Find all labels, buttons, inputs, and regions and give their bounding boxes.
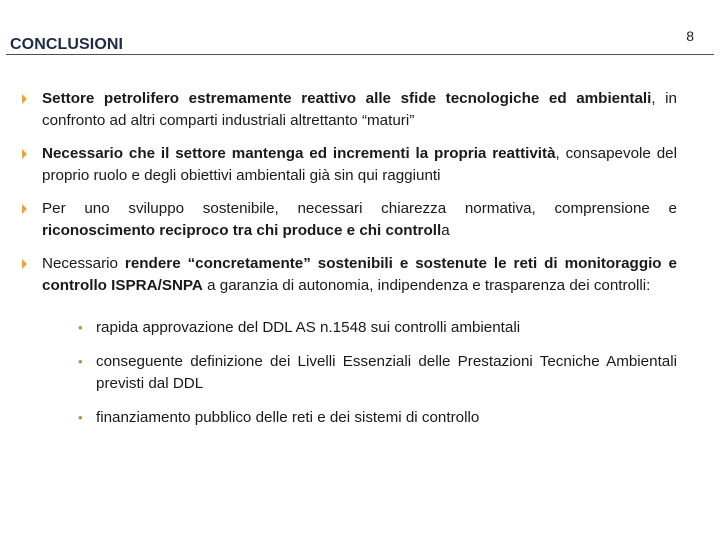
sub-bullet-list [42,317,677,429]
sub-bullet-3-text: finanziamento pubblico delle reti e dei sistemi di controllo [96,409,480,426]
arrow-bullet-icon [22,204,27,214]
bullet-item-1 [22,88,677,132]
bullet-4-pre: Necessario [42,255,125,272]
dot-bullet-icon: • [78,354,83,369]
sub-bullet-item-3 [76,407,677,429]
bullet-1-text: , in confronto ad altri comparti industriali altrettanto “maturi” [42,90,677,129]
bullet-2-text: , consapevole del proprio ruolo e degli obiettivi ambientali già sin qui raggiunti [42,145,677,184]
bullet-item-4 [22,253,677,429]
dot-bullet-icon: • [78,320,83,335]
bullet-1-bold: Settore petrolifero estremamente reattivo alle sfide tecnologiche ed ambientali [42,90,652,107]
arrow-bullet-icon [22,149,27,159]
bullet-4-bold: rendere “concretamente” sostenibili e sostenute le reti di monitoraggio e controllo ISPRA/SNPA [42,255,677,294]
content-body [22,88,677,441]
sub-bullet-2-text: conseguente definizione dei Livelli Essenziali delle Prestazioni Tecniche Ambientali previsti dal DDL [96,353,677,392]
title-divider [6,54,714,55]
arrow-bullet-icon [22,259,27,269]
dot-bullet-icon: • [78,410,83,425]
bullet-item-2 [22,143,677,187]
bullet-item-3 [22,198,677,242]
page-number: 8 [686,28,694,44]
bullet-3-text: a [441,222,450,239]
sub-bullet-item-1 [76,317,677,339]
bullet-3-bold: riconoscimento reciproco tra chi produce e chi controll [42,222,442,239]
bullet-3-pre: Per uno sviluppo sostenibile, necessari chiarezza normativa, comprensione e [42,200,677,217]
page-title: CONCLUSIONI [10,36,124,53]
bullet-4-text: a garanzia di autonomia, indipendenza e trasparenza dei controlli: [202,277,651,294]
sub-bullet-item-2 [76,351,677,395]
bullet-2-bold: Necessario che il settore mantenga ed incrementi la propria reattività [42,145,556,162]
sub-bullet-1-text: rapida approvazione del DDL AS n.1548 sui controlli ambientali [96,319,521,336]
arrow-bullet-icon [22,94,27,104]
